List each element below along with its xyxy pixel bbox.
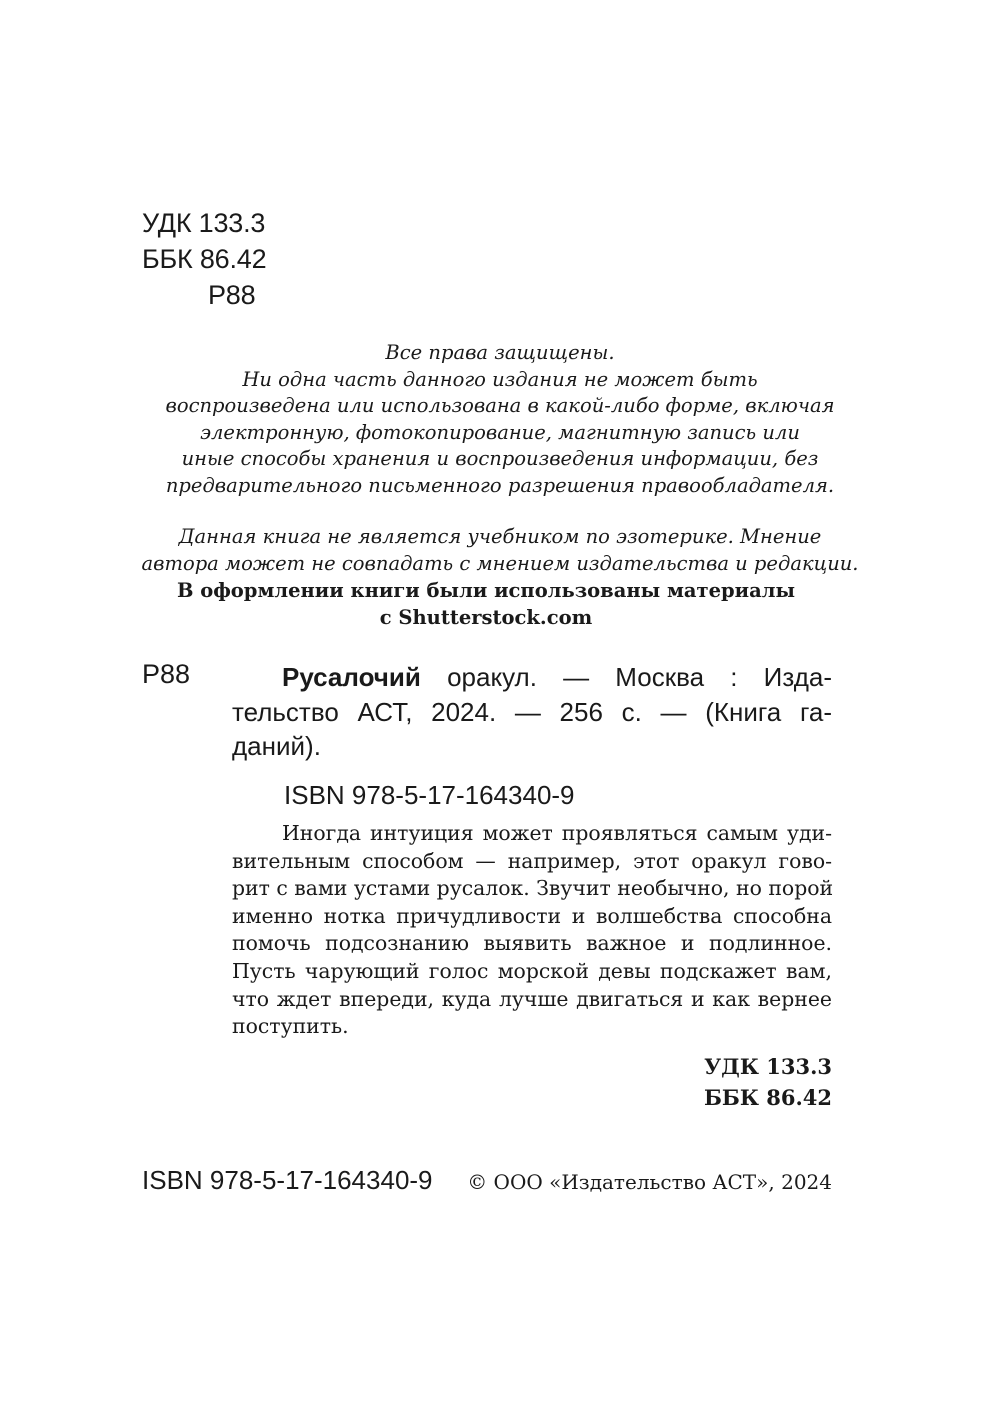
rights-notice xyxy=(100,340,900,500)
bbk-code: ББК 86.42 xyxy=(142,244,267,274)
annotation-line: помочь подсознанию выявить важное и подлинное. xyxy=(232,931,832,956)
rights-line: Ни одна часть данного издания не может быть xyxy=(242,367,758,391)
title-line: даний). xyxy=(232,731,321,761)
title-line xyxy=(232,660,832,695)
bibliographic-description xyxy=(232,660,832,764)
classification-codes-top xyxy=(142,205,266,313)
rights-line: электронную, фотокопирование, магнитную запись или xyxy=(200,420,800,444)
annotation-line: поступить. xyxy=(232,1014,349,1039)
author-mark: Р88 xyxy=(208,280,256,310)
disclaimer-line: автора может не совпадать с мнением издательства и редакции. xyxy=(141,551,859,575)
title-rest: оракул. — Москва : Изда- xyxy=(447,662,832,692)
title-line: тельство АСТ, 2024. — 256 с. — (Книга га- xyxy=(232,696,832,727)
image-credits xyxy=(100,578,872,631)
annotation-line: именно нотка причудливости и волшебства способна xyxy=(232,903,832,928)
classification-codes-bottom xyxy=(704,1051,832,1113)
rights-line: воспроизведена или использована в какой-либо форме, включая xyxy=(165,394,835,418)
credits-line: В оформлении книги были использованы материалы xyxy=(176,579,796,602)
book-title: Русалочий xyxy=(282,662,421,692)
annotation-line: Иногда интуиция может проявляться самым уди- xyxy=(282,821,832,845)
footer-isbn: ISBN 978-5-17-164340-9 xyxy=(142,1165,433,1195)
credits-line: с Shutterstock.com xyxy=(379,605,593,629)
rights-line: иные способы хранения и воспроизведения информации, без xyxy=(181,447,819,471)
card-isbn: ISBN 978-5-17-164340-9 xyxy=(284,780,575,810)
annotation-line: вительным способом — например, этот оракул гово- xyxy=(232,848,832,873)
annotation-line: что ждет впереди, куда лучше двигаться и как вернее xyxy=(232,986,832,1011)
annotation-line: Пусть чарующий голос морской девы подскажет вам, xyxy=(232,958,832,983)
rights-line: предварительного письменного разрешения правообладателя. xyxy=(165,473,835,497)
card-author-mark: Р88 xyxy=(142,659,191,689)
card-udk-code: УДК 133.3 xyxy=(704,1054,832,1079)
copyright-notice: © ООО «Издательство АСТ», 2024 xyxy=(467,1170,832,1194)
disclaimer xyxy=(100,524,900,577)
rights-line: Все права защищены. xyxy=(385,341,615,364)
disclaimer-line: Данная книга не является учебником по эзотерике. Мнение xyxy=(178,525,822,548)
annotation-line: рит с вами устами русалок. Звучит необычно, но порой xyxy=(232,876,834,901)
annotation xyxy=(232,820,832,1041)
card-bbk-code: ББК 86.42 xyxy=(703,1085,832,1110)
udk-code: УДК 133.3 xyxy=(142,208,266,238)
